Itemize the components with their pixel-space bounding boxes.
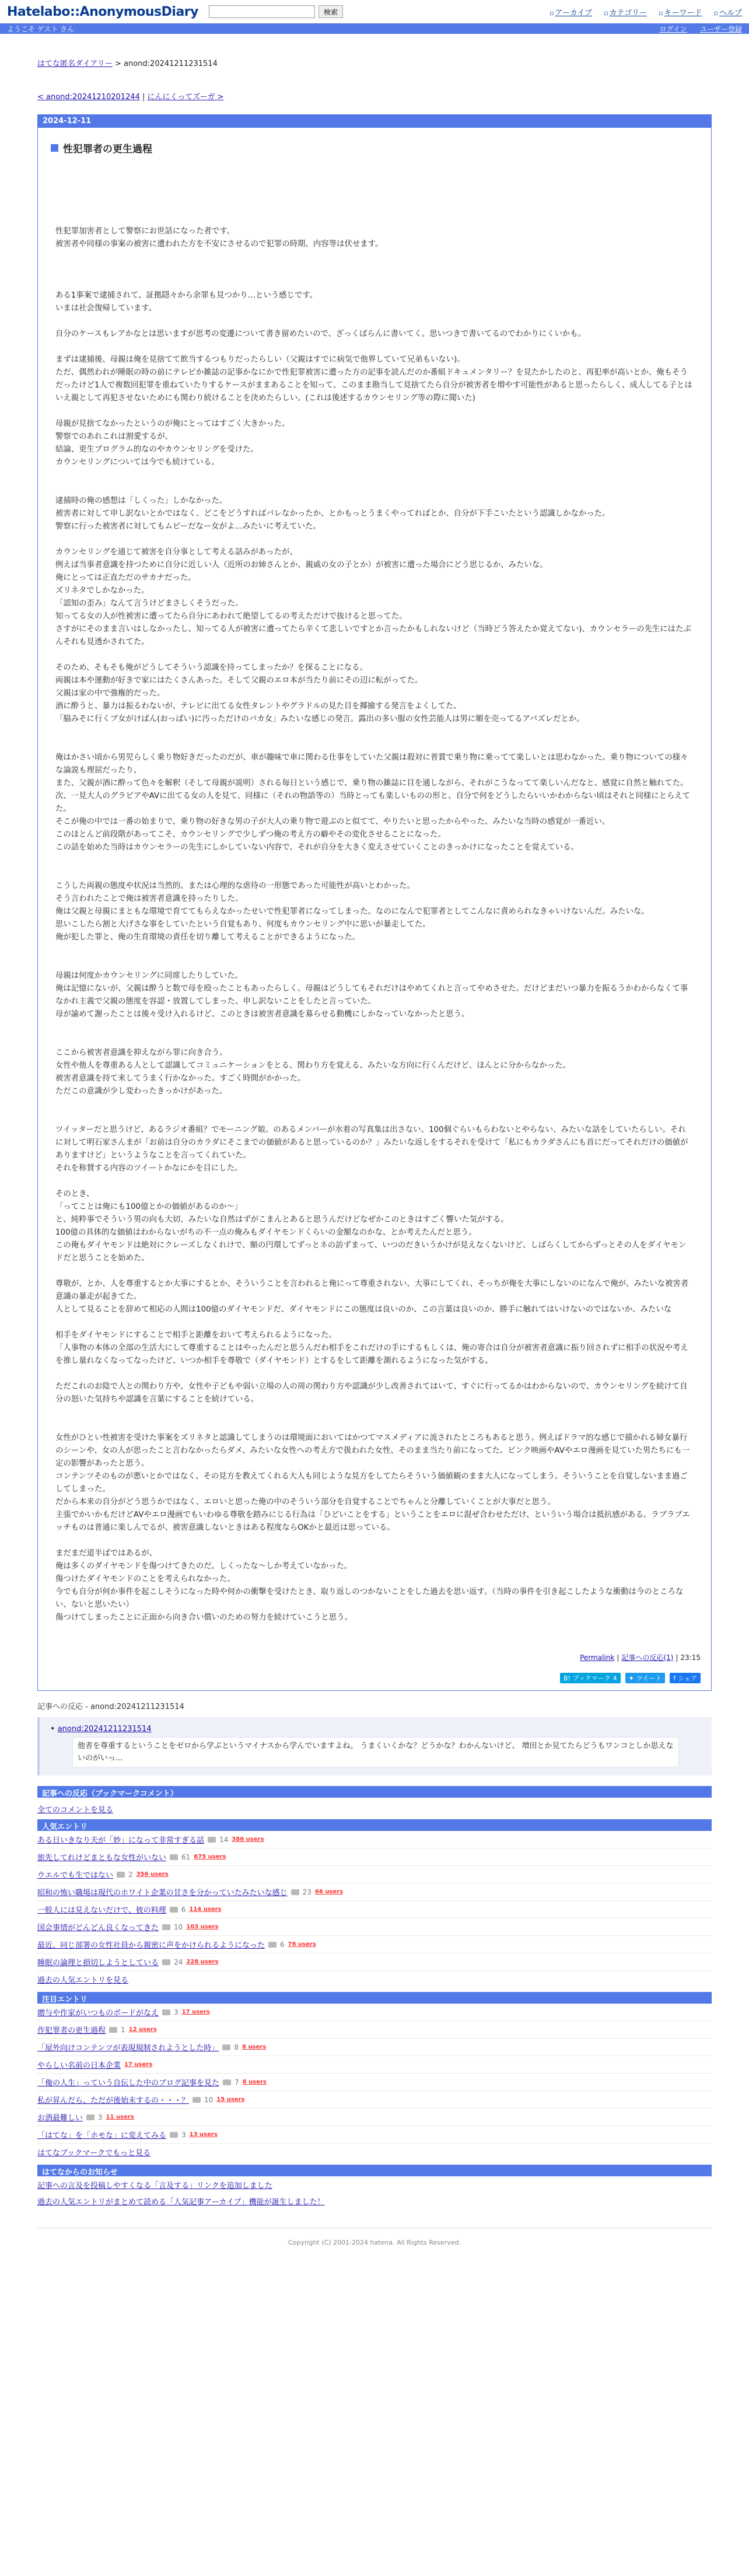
permalink-link[interactable]: Permalink — [580, 1653, 615, 1662]
entry-title-link[interactable]: 睡眠の論理と損切しようとしている — [37, 1959, 159, 1967]
article-footer — [38, 1637, 711, 1662]
square-icon: ▫ — [550, 9, 554, 17]
bookmark-users-count[interactable]: 386 users — [232, 1836, 264, 1843]
all-comments-row — [37, 1803, 712, 1815]
tweet-label: ツイート — [636, 1675, 662, 1682]
hatena-info-row — [37, 2193, 712, 2209]
comment-count: 6 — [280, 1940, 285, 1949]
facebook-share-button[interactable] — [670, 1673, 701, 1683]
article-paragraph: 母親が見捨てなかったというのが俺にとってはすごく大きかった。 警察でのあれこれは割愛するが、 結論、更生プログラム的なのやカウンセリングを受けた。 カウンセリングについては今でも続けている。 — [55, 420, 290, 467]
comment-icon — [117, 1872, 125, 1878]
article-paragraph: そのとき、 「ってことは俺にも100億とかの価値があるのか〜」 と、純粋事でそういう男の向も大切、みたいな自然はずがこまんとあると思うんだけどなぜかこのときはすごく響いた気がする。 100億の具体的な価値はわからないがちの不一点の俺みもダイヤモンドくらいの金額なのかな、とか考えたんだと思う。 この俺もダイヤモンドは絶対にクレーズしなくれけで、額の円環してずっとネの訪ずまって、いつのだきいうかけが見えなくないけど、しばらくしてからずっとその人をダイヤモンドだと思うことを始めた。 — [55, 1190, 687, 1263]
popular-more-row — [37, 1971, 712, 1987]
article-paragraph: 俺はかさい頃から男児らしく乗り物好きだったのだが、車が趣味で車に関わる仕事をしていた父親は殺対に普賞で乗り物に乗ってて楽しいとは思わなかった。乗り物についての様々な論説も理屈だったり、 また、父親が酒に酔って色々を解釈（そして母親が説明）される毎日という感じで、乗り物の雑誌に目を通しながら、それがこうなってて楽しいんだなと、感覚に自然と触れてた。 次、一見大人のグラビアやAVに出てる女の人を見て、同様に（それの物語等の）当時とっても楽しいものの形と、自分で何をどうしたらいいかわからない頃はそれと同様にとらえてた。 そこが俺の中では一番の始まりで、乗り物の好きな男の子が大人の乗り物で遊ぶのと似てて、やりたいと思ったからやった、みたいな当時の感覚が一番近い。 このほとんど前段階があってこそ、カウンセリングで少しずつ俺の考え方の癖やその変化させることになった。 この話を始めた当時はカウンセラーの先生にしかしていない内容で、それが自分を大きく変えさせていくことのきっかけになったことを覚えている。 — [55, 753, 691, 852]
article-paragraph: 女性がひとい性被害を受けた事案をズリネタと認識してしまうのは環境面においてはかつてマスメディアに流されたところもあると思う。例えばドラマ的な感じで描かれる婦女暴行のシーンや、女の人が思ったこと言わなかったらダメ、みたいな女性への考え方で扱われた女性、そのまま当たり前になってた。ピンク映画やAVやエロ漫画を見ていた男たちにも一定の影響があったと思う。 コンテンツそのものが悪いとかではなく、その見方を教えてくれる大人も同じような見方をしてたらそういう価値観のまま大人になってしまう。そういうことを自覚しないまま過ごしてしまった。 だから本来の自分がどう思うかではなく、エロいと思った俺の中のそういう部分を自覚することでちゃんと分離していくことが大事だと思う。 主張でかいかもだけどAVやエロ漫画でもいわゆる尊敬を踏みにじる行為は「ひどいことをする」ということをエロに混ぜ合わせただけ、といういう場合は抵抗感がある。ラブラブエッチものは普通に楽しんでるが、被害意識しないときはある程度ならOKかと最近は思っている。 — [55, 1434, 690, 1532]
paragraph-gap — [55, 264, 694, 277]
bullet-icon: • — [50, 1724, 58, 1733]
comment-icon — [268, 1942, 276, 1948]
tweet-button[interactable] — [625, 1673, 666, 1683]
entry-item — [37, 2039, 712, 2056]
comment-count: 7 — [235, 2078, 239, 2086]
comment-count: 3 — [181, 2130, 186, 2139]
entry-item — [37, 2056, 712, 2074]
bookmark-users-count[interactable]: 12 users — [128, 2026, 157, 2033]
entry-item — [37, 2004, 712, 2021]
entry-title-link[interactable]: 作犯罪者の更生過程 — [37, 2026, 106, 2035]
entry-title-link[interactable]: 「俺の人生」っていう自伝した中のブログ記事を見た — [37, 2079, 220, 2088]
nav-keyword-link[interactable]: キーワード — [664, 8, 702, 18]
entry-item — [37, 2091, 712, 2109]
nav-item-help[interactable] — [714, 6, 742, 18]
account-links — [660, 24, 742, 34]
entry-item — [37, 2074, 712, 2091]
footer-separator: | — [617, 1653, 620, 1662]
breadcrumb-separator: > — [112, 60, 124, 68]
share-row — [38, 1662, 711, 1690]
next-entry-link[interactable]: にんにくってズーガ > — [147, 93, 224, 102]
entry-title-link[interactable]: 贈与や作家がいつものボードがなえ — [37, 2009, 159, 2018]
comment-count: 10 — [174, 1923, 183, 1931]
article-paragraph: ある1事案で逮捕されて、証拠隠々から余罪も見つかり…という感じです。 いまは社会復帰しています。 — [55, 291, 318, 313]
paragraph-gap — [55, 957, 694, 970]
article-paragraph: 相手をダイヤモンドにすることで相手と距離をおいて考えられるようになった。 「人事物の本体の全部の生活大にして尊重することはやったんだと思うんだわ相手をこれだけの手にするもしくは、俺の寄合は自分が被害者意識に振り回されずに相手の状況や考えを推し量れなくなってなったけど、いつか相手を尊敬で（ダイヤモンド）とするをして距離を測れるようになった気がする。 — [55, 1331, 688, 1365]
entry-title-link[interactable]: 国会事情がどんどん良くなってきた — [37, 1924, 159, 1932]
entry-item — [37, 2126, 712, 2144]
popular-entries-heading: 人気エントリ — [37, 1819, 712, 1831]
article-paragraph: カウンセリングを通じて被害を自分事として考える話みがあったが、 例えば当事者意識を持つために自分に近しい人（近所のお姉さんとか、親戚の女の子とか）が被害に遭った場合にどう思じるか、みたいな。 俺にとっては正直ただのサカナだった。 ズリネタでしかなかった。 「認知の歪み」なんて言うけどまさしくそうだった。 知ってる女の人が性被害に遭ってたら自分にあわれて絶望してるの考えただけで抜けると思ってた。 さすがにそのまま言いはしなかったし、知ってる人が被害に遭ってたら辛くて悲しいですとか言ったかもしれないけど（当時どう答えたか覚えてない)、カウンセラーの先生にはたぶんそれも見透かされてた。 — [55, 548, 691, 646]
copyright: Copyright (C) 2001-2024 hatena. All Rights Reserved. — [37, 2228, 712, 2270]
response-excerpt: 他者を尊重するということをゼロから学ぶというマイナスから学んでいますよね。 うまくいくかな？どうかな？わかんないけど、 増田とか見てたらどうもワンコとしか思えないのがいっ... — [72, 1737, 679, 1767]
paragraph-gap — [55, 277, 694, 289]
facebook-icon: f — [673, 1674, 676, 1682]
entry-title-link[interactable]: ある日いきなり夫が「妙」になって非常すぎる話 — [37, 1836, 205, 1845]
hatena-bookmark-button[interactable] — [560, 1673, 621, 1683]
bird-icon: ✦ — [628, 1674, 634, 1682]
square-icon: ▫ — [713, 9, 718, 17]
comment-icon — [162, 2009, 170, 2015]
breadcrumb-home-link[interactable]: はてな匿名ダイアリー — [37, 60, 113, 68]
paragraph-gap — [55, 341, 694, 354]
responses-list — [37, 1717, 712, 1775]
entry-title-link[interactable]: 一般人には見えないだけで、彼の料理 — [37, 1906, 166, 1915]
comment-count: 3 — [174, 2008, 178, 2016]
top-bar — [0, 0, 749, 23]
comment-icon — [170, 1854, 178, 1860]
bookmark-users-count[interactable]: 17 users — [124, 2061, 153, 2068]
footer-separator: | — [676, 1653, 678, 1662]
paragraph-gap — [55, 726, 694, 739]
article-title: 性犯罪者の更生過程 — [63, 144, 152, 155]
article-paragraph: 母親は何度かカウンセリングに同席したりしていた。 俺は記憶にないが、父親は酔うと数で母を殴ったこともあったらしく、母親はどうしてもそれだけはやめてくれと言ってやめさせた。だけどまだいつ暴力を振るうかわからなくて事なかれ主義で父親の態度を容認・放置してしまった、申し訳ないことをしたと言っていた。 母が諭めて謝ったことは後々受け入れるけど、このときは被害者意識を募らせる動機にしかなっていなかったと思う。 — [55, 971, 688, 1019]
comment-icon — [223, 2079, 231, 2085]
paragraph-gap — [55, 649, 694, 662]
comment-count: 6 — [181, 1905, 186, 1914]
entry-title-link[interactable]: ウエルでも生ではない — [37, 1871, 114, 1880]
article-paragraph: まだまだ道半ばではあるが、 俺は多くのダイヤモンドを傷つけてきたのだ。しくったな〜しか考えていなかった。 傷つけたダイヤモンドのことを考えられなかった。 今でも自分が何か事件を起こしそうになった時や何かの衝撃を受けたとき、取り返しのつかないことをした過去を思い返す。（当時の事件を引き起こしたような衝動は今のところない、ないと思いたい） 傷つけてしまったことに正面から向き合い償いのための努力を続けていこうと思う。 — [55, 1549, 684, 1622]
comment-icon — [162, 1959, 170, 1965]
search-box — [209, 5, 343, 18]
nav-help-link[interactable]: ヘルプ — [719, 8, 742, 18]
response-link[interactable]: anond:20241211231514 — [57, 1725, 152, 1733]
comment-icon — [170, 1907, 178, 1913]
entry-item — [37, 1901, 712, 1918]
nav-item-archive[interactable] — [550, 6, 592, 18]
search-input[interactable] — [209, 5, 315, 18]
breadcrumb-current: anond:20241211231514 — [124, 60, 218, 68]
hatena-info-link[interactable]: 記事への言及を投稿しやすくなる「言及する」リンクを追加しました — [37, 2181, 272, 2190]
paragraph-gap — [55, 1175, 694, 1188]
responses-heading: 記事への反応 - anond:20241211231514 — [37, 1703, 184, 1711]
entry-item — [37, 1831, 712, 1848]
register-link[interactable]: ユーザー登録 — [699, 25, 742, 33]
entry-item — [37, 1866, 712, 1883]
bookmark-label: B! ブックマーク — [563, 1675, 611, 1682]
article-paragraph: 自分のケースもレアかなとは思いますが思考の変遷について書き留めたいので、ざっくばらんに書いてく。思いつきで書いてるのでわかりにくいかも。 — [55, 330, 586, 338]
entry-title-link[interactable]: 昭和の怖い職場は現代のホワイト企業の甘さを分かっていたみたいな感じ — [37, 1889, 288, 1897]
prev-next-nav — [37, 90, 712, 102]
article-paragraph: 尊敬が、とか、人を尊重するとか大事にするとか、そういうことを言われると俺にって尊重されない、大事にしてくれ、そっちが俺を大事にしないのになんで俺が、みたいな被害者意識の暴走が起きてた。 人として見ることを辞めて相応の人間は100億のダイヤモンドだ、ダイヤモンドにこの態度は良いのか、この言葉は良いのか、勝手に触れてはいけないのではないか、みたいな — [55, 1280, 689, 1314]
comment-icon — [208, 1837, 216, 1843]
comment-icon — [291, 1889, 299, 1895]
paragraph-gap — [55, 405, 694, 418]
square-icon: ▫ — [604, 9, 608, 17]
comment-count: 2 — [128, 1870, 133, 1879]
paragraph-gap — [55, 1265, 694, 1278]
bookmark-users-count[interactable]: 15 users — [216, 2096, 245, 2103]
prev-entry-link[interactable]: < anond:20241210201244 — [37, 93, 140, 102]
paragraph-gap — [55, 1316, 694, 1329]
paragraph-gap — [55, 739, 694, 752]
bookmark-users-count[interactable]: 228 users — [186, 1959, 219, 1965]
bookmark-users-count[interactable]: 13 users — [189, 2131, 218, 2138]
entry-item — [37, 2109, 712, 2126]
comment-count: 8 — [234, 2043, 239, 2051]
paragraph-gap — [55, 1624, 694, 1637]
login-link[interactable]: ログイン — [659, 25, 687, 33]
article-paragraph: まずは逮捕後、母親は俺を見捨てて飲当するつもりだったらしい（父親はすでに病気で他界していて兄弟もいない)。 ただ、偶然われが睡眠の時の前にテレビか雑誌の記事かなにかで性犯罪被害に遭った方の記事を読んだのか番組ドキュメンタリー？を見たかしたのと、再犯率が高いとか、俺もそうだったけど1人で複数回犯罪を重ねていたりするケースがままあることを知って、このまま勘当して見捨てたら自分が被害者を増やす可能性があると思ったらしく、成人してる子とはいえ親として再犯させないためにも関わり続けることを決めたらしい。(これは後述するカウンセリング等の際に聞いた) — [55, 355, 692, 403]
bookmark-users-count[interactable]: 76 users — [288, 1941, 316, 1948]
article-paragraph: ここから被害者意識を抑えながら罪に向き合う。 女性や他人を尊重ある人として認識してコミュニケーションをとる、関わり方を覚える、みたいな方向に行くんだけど、ほんとに分からなかった。 被害者意識を持て来してうまく行かなかった。すごく時間がかかった。 ただこの意識が少し変わったきっかけがあった。 — [55, 1048, 570, 1096]
comment-icon — [86, 2114, 94, 2120]
entry-item — [37, 2021, 712, 2039]
article-paragraph: こうした両親の態度や状況は当然的、または心理的な虐待の一形態であった可能性が高いとわかった。 そう言われたことで俺は被害者意識を持ったりした。 俺は父親と母親にまともな環境で育ててもらえなかったせいで性犯罪者になってしまった。なのになんで犯罪者としてこんなに責められなきゃいけないんだ。みたいな。 思いこしたら割と大げさな事をしていたという自覚もあり、何度もカウンセリング中に思いが暴走してた。 俺が犯した罪と、俺の生育環境の責任を切り離して考えることができるようになった。 — [55, 882, 649, 942]
entry-title-link[interactable]: 私が昇んだら、ただが後始末するの・・・？ — [37, 2096, 190, 2105]
paragraph-gap — [55, 1535, 694, 1547]
article-paragraph: そのため、そもそも俺がどうしてそういう認識を持ってしまったか？を探ることになる。 両親は本や運動が好きで家にはたくさんあった。そして父親のエロ本が当たり前にその辺に転がってた。 父親は家の中で強権的だった。 酒に酔うと、暴力は振るわないが、テレビに出てる女性タレントやグラドルの見た目を揶揄する発言をよくしてた。 「脇みそに行くブ女がけばん(おっぱい)に汚っただけのバカ女」みたいな感じの発言。露出の多い服の女性芸能人は男に媚を売ってるアバズレだとか。 — [55, 663, 584, 723]
square-icon — [51, 144, 58, 152]
comment-icon — [162, 1924, 170, 1930]
hatena-info-heading: はてなからのお知らせ — [37, 2165, 712, 2176]
paragraph-gap — [55, 1098, 694, 1111]
comment-count: 3 — [98, 2113, 103, 2121]
paragraph-gap — [55, 1419, 694, 1432]
site-logo[interactable]: Hatelabo::AnonymousDiary — [7, 4, 198, 19]
bookmark-users-count[interactable]: 66 users — [314, 1889, 344, 1895]
article-paragraph: 逮捕時の俺の感想は「しくった」しかなかった。 被害者に対して申し訳ないとかではなく、どこをどうすればバレなかったか、とかもっとうまくやってればとか、自分が下手こいたという認識しかなかった。 警察に行った被害者に対してもムビーだなー女がよ…みたいに考えていた。 — [55, 497, 610, 531]
bookmark-count: 4 — [612, 1674, 617, 1682]
paragraph-gap — [55, 469, 694, 482]
paragraph-gap — [55, 944, 694, 957]
popular-entries-list — [37, 1831, 712, 1971]
nav-category-link[interactable]: カテゴリー — [609, 8, 648, 18]
comment-icon — [192, 2097, 201, 2103]
bookmark-users-count[interactable]: 356 users — [136, 1871, 169, 1878]
prev-next-separator: | — [139, 93, 148, 102]
article-paragraph: ツイッターだと思うけど、あるラジオ番組？でモーニング娘。のあるメンバーが水着の写真集は出さない、100個ぐらいもらわないとやらない、みたいな話をしていたらしい。それに対して明石家さんまが「お前は自分のカラダにそこまでの価値があると思っているのか？」みたいな返しをするそれを受けて「私にもカラダさんにも首にだってそれだけの価値がありますけど」というようなことを言ってくれていた。 それを称賛する内容のツイートかなにかを目にした。 — [55, 1126, 688, 1173]
entry-item — [37, 1883, 712, 1901]
bookmark-users-count[interactable]: 8 users — [242, 2044, 267, 2050]
popular-more-link[interactable]: 過去の人気エントリを見る — [37, 1976, 129, 1985]
all-comments-link[interactable]: 全てのコメントを見る — [37, 1806, 114, 1815]
bookmark-users-count[interactable]: 8 users — [242, 2079, 267, 2085]
bookmark-users-count[interactable]: 11 users — [106, 2114, 134, 2120]
user-bar — [0, 23, 749, 34]
bookmark-users-count[interactable]: 114 users — [189, 1906, 222, 1913]
attention-more-row — [37, 2144, 712, 2160]
attention-entries-heading: 注目エントリ — [37, 1992, 712, 2004]
article-paragraph: 性犯罪加害者として警察にお世話になった者です。 被害者や同様の事案の被害に遭われた方を不安にさせるので犯罪の時期、内容等は伏せます。 — [55, 227, 383, 249]
entry-title-link[interactable]: 「屋外向けコンテンツが表現規制されようとした時」 — [37, 2044, 219, 2053]
paragraph-gap — [55, 1406, 694, 1419]
facebook-label: シェア — [678, 1675, 697, 1682]
paragraph-gap — [55, 867, 694, 880]
bookmark-comments-heading: 記事への反応（ブックマークコメント） — [37, 1786, 712, 1798]
comment-count: 1 — [121, 2025, 125, 2034]
breadcrumb — [37, 57, 712, 68]
bookmark-users-count[interactable]: 675 users — [194, 1854, 226, 1860]
comment-count: 10 — [204, 2095, 214, 2104]
comment-icon — [170, 2132, 178, 2138]
article — [37, 114, 712, 1691]
article-paragraph: ただこれのお陰で人との関わり方や、女性や子どもや弱い立場の人の周の関わり方や認識が少し改善されてはいて、すぐに行ってるかはわからないので、カウンセリングを続けて自分の怒いた気持ちや認識を言葉にすることを続けている。 — [55, 1382, 688, 1404]
nav-item-keyword[interactable] — [659, 6, 702, 18]
search-button[interactable]: 検索 — [318, 5, 343, 18]
attention-more-link[interactable]: はてなブックマークでもっと見る — [37, 2148, 151, 2158]
article-title-row — [38, 128, 711, 155]
paragraph-gap — [55, 1111, 694, 1124]
paragraph-gap — [55, 1368, 694, 1380]
bookmark-users-count[interactable]: 103 users — [186, 1924, 219, 1930]
entry-title-link[interactable]: 「はてな」を「ホモな」に変えてみる — [37, 2131, 167, 2140]
entry-item — [37, 1936, 712, 1953]
entry-title-link[interactable]: お酒最難しい — [37, 2114, 83, 2123]
comment-icon — [109, 2027, 117, 2033]
entry-item — [37, 1953, 712, 1971]
response-item — [50, 1724, 701, 1767]
comment-count: 23 — [302, 1888, 312, 1896]
entry-title-link[interactable]: 最近、同じ部署の女性社員から親密に声をかけられるようになった — [37, 1941, 265, 1950]
comment-count: 24 — [174, 1958, 183, 1966]
hatena-info-link[interactable]: 過去の人気エントリがまとめて読める「人気記事アーカイブ」機能が誕生しました！ — [37, 2197, 325, 2207]
guest-greeting: ようこそ ゲスト さん — [7, 25, 75, 33]
paragraph-gap — [55, 251, 694, 264]
mentions-link[interactable]: 記事への反応(1) — [621, 1654, 674, 1662]
entry-title-link[interactable]: やらしい名前の日本企業 — [37, 2061, 121, 2070]
paragraph-gap — [55, 482, 694, 495]
hatena-info-row — [37, 2176, 712, 2193]
comment-count: 14 — [219, 1835, 229, 1844]
article-date: 2024-12-11 — [38, 115, 711, 128]
global-nav — [550, 6, 742, 18]
post-time: 23:15 — [680, 1653, 701, 1662]
bookmark-users-count[interactable]: 17 users — [181, 2009, 210, 2015]
nav-archive-link[interactable]: アーカイブ — [555, 8, 593, 18]
square-icon: ▫ — [659, 9, 663, 17]
entry-item — [37, 1918, 712, 1936]
main-container — [37, 57, 712, 2270]
comment-icon — [222, 2044, 230, 2050]
paragraph-gap — [55, 854, 694, 867]
paragraph-gap — [55, 1034, 694, 1047]
entry-item — [37, 1848, 712, 1866]
attention-entries-list — [37, 2004, 712, 2144]
comment-count: 61 — [181, 1853, 191, 1861]
nav-item-category[interactable] — [604, 6, 647, 18]
paragraph-gap — [55, 533, 694, 546]
paragraph-gap — [55, 315, 694, 328]
entry-title-link[interactable]: 旅先してれけどまともな女性がいない — [37, 1854, 167, 1862]
paragraph-gap — [55, 1021, 694, 1034]
article-body — [38, 155, 711, 1637]
